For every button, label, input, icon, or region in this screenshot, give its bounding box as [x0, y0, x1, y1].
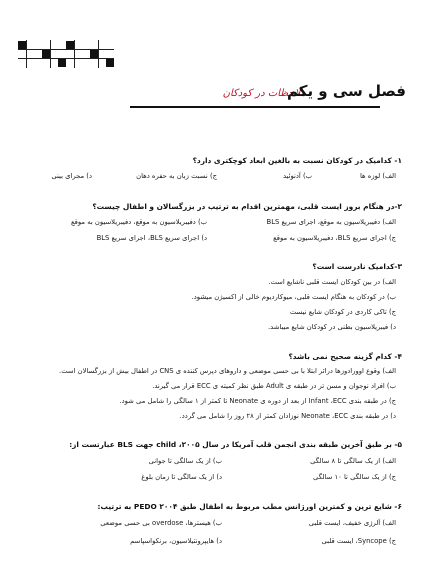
q2-option-c: ج) اجرای سریع BLS، دفیبریلاسیون به موقع: [273, 234, 396, 242]
question-3: ۳-کدامیک نادرست است؟: [312, 262, 402, 271]
q5-option-c: ج) از یک سالگی تا ۱۰ سالگی: [313, 473, 396, 481]
q6-option-c: ج) Syncope، ایست قلبی: [321, 537, 396, 545]
q6-option-d: د) هایپرونتیلاسیون، برنکواسپاسم: [130, 537, 222, 545]
question-6: ۶- شایع ترین و کمترین اورژانس مطب مربوط به اطفال طبق PEDO ۲۰۰۴ به ترتیب:: [97, 502, 402, 511]
chapter-title: فصل سی و یکم: [286, 82, 406, 100]
q1-option-b: ب) آدنوئید: [282, 172, 312, 180]
q4-option-b: ب) افراد نوجوان و مسن تر در طبقه ی Adult طبق نظر کمیته ی ECC قرار می گیرند.: [152, 382, 396, 390]
q1-option-a: الف) لوزه ها: [359, 172, 396, 180]
q2-option-b: ب) دفیبریلاسیون به موقع، دفیبریلاسیون به موقع: [71, 218, 207, 226]
q1-option-c: ج) نسبت زبان به حفره دهان: [136, 172, 217, 180]
q3-option-d: د) فیبریلاسیون بطنی در کودکان شایع میباشد.: [267, 323, 396, 331]
q5-option-a: الف) از یک سالگی تا ۸ سالگی: [310, 457, 396, 465]
q3-option-a: الف) در بین کودکان ایست قلبی ناشایع است.: [268, 278, 396, 286]
question-5: ۵- بر طبق آخرین طبقه بندی انجمن قلب آمریکا در سال ۲۰۰۵، child جهت BLS عبارتست از:: [69, 440, 402, 449]
handwritten-note: ملاحظات در کودکان: [222, 88, 306, 99]
q6-option-b: ب) هیسترها، overdose بی حسی موضعی: [100, 519, 222, 527]
q1-option-d: د) مجرای بینی: [51, 172, 92, 180]
q4-option-a: الف) وقوع اوورادوزها دراثر ابتلا با بی حسی موضعی و داروهای دپرس کننده ی CNS در اطفال بیش از بزرگسالان است.: [59, 367, 396, 375]
q4-option-c: ج) در طبقه بندی Infant ،ECC از بعد از دوره ی Neonate تا کمتر از ۱ سالگی را شامل می شود.: [119, 397, 396, 405]
question-4: ۴- کدام گزینه صحیح نمی باشد؟: [288, 352, 402, 361]
q4-option-d: د) در طبقه بندی Neonate ،ECC نوزادان کمتر از ۲۸ روز را شامل می گردد.: [179, 412, 396, 420]
q3-option-c: ج) تاکی کاردی در کودکان شایع نیست: [289, 308, 396, 316]
question-1: ۱- کدامیک در کودکان نسبت به بالغین ابعاد کوچکتری دارد؟: [192, 156, 402, 165]
q2-option-d: د) اجرای سریع BLS، اجرای سریع BLS: [96, 234, 207, 242]
title-underline: [130, 106, 380, 108]
q5-option-b: ب) از یک سالگی تا جوانی: [148, 457, 222, 465]
question-2: ۲-در هنگام بروز ایست قلبی، مهمترین اقدام به ترتیب در بزرگسالان و اطفال چیست؟: [92, 202, 402, 211]
q6-option-a: الف) آلرژی خفیف، ایست قلبی: [308, 519, 396, 527]
q2-option-a: الف) دفیبریلاسیون به موقع، اجرای سریع BLS: [266, 218, 396, 226]
q3-option-b: ب) در کودکان به هنگام ایست قلبی، میوکاردیوم خالی از اکسیژن میشود.: [191, 293, 396, 301]
decorative-checker-strip: [18, 40, 114, 68]
q5-option-d: د) از یک سالگی تا زمان بلوغ: [141, 473, 222, 481]
